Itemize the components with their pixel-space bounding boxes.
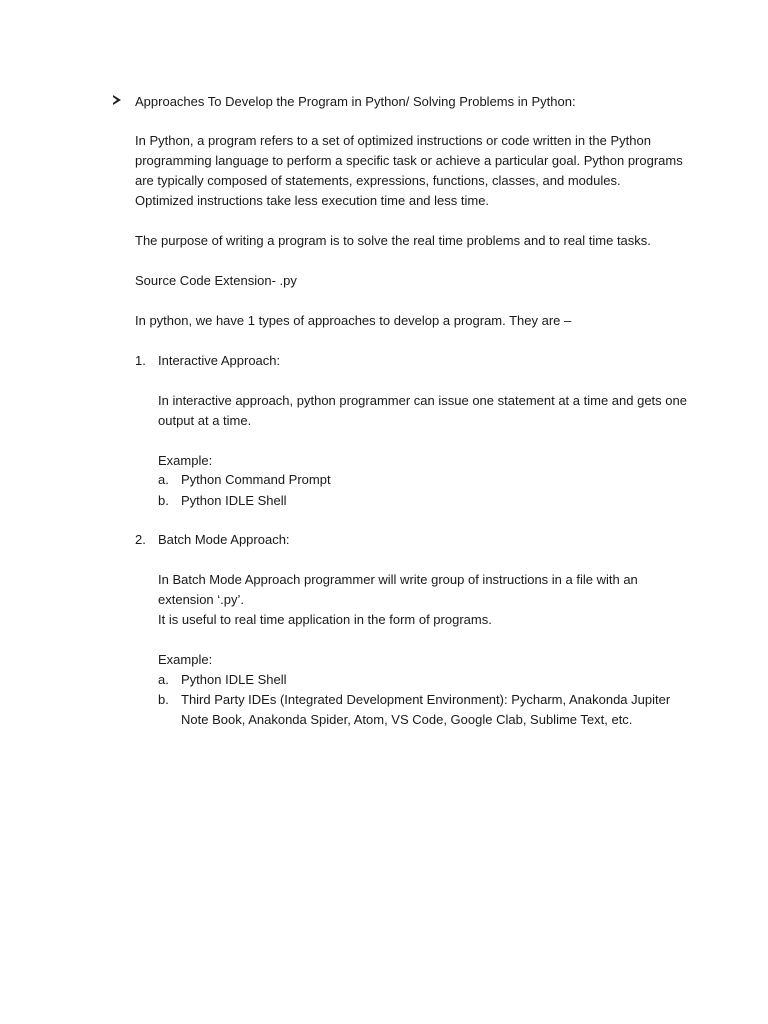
intro-line: In Python, a program refers to a set of optimized instructions or code written in the Python [135, 133, 651, 148]
approach-description-line: In Batch Mode Approach programmer will write group of instructions in a file with an [158, 572, 638, 587]
list-letter: a. [158, 472, 169, 487]
approach-description-line: It is useful to real time application in the form of programs. [158, 612, 492, 627]
example-item: Python IDLE Shell [181, 672, 287, 687]
approach-description-line: output at a time. [158, 413, 252, 428]
example-label: Example: [158, 453, 213, 468]
example-item: Third Party IDEs (Integrated Development Environment): Pycharm, Anakonda Jupiter [181, 692, 671, 707]
example-item: Python IDLE Shell [181, 493, 287, 508]
section-heading-text: Approaches To Develop the Program in Python/ Solving Problems in Python: [135, 94, 576, 109]
source-extension-line: Source Code Extension- .py [135, 273, 297, 288]
example-label: Example: [158, 652, 213, 667]
list-number: 2. [135, 532, 146, 547]
example-item: Python Command Prompt [181, 472, 331, 487]
intro-line: are typically composed of statements, expressions, functions, classes, and modules. [135, 173, 621, 188]
approach-types-line: In python, we have 1 types of approaches to develop a program. They are – [135, 313, 572, 328]
arrow-bullet-icon [113, 95, 121, 105]
list-letter: a. [158, 672, 169, 687]
intro-line: Optimized instructions take less execution time and less time. [135, 193, 490, 208]
list-number: 1. [135, 353, 146, 368]
list-letter: b. [158, 692, 169, 707]
purpose-paragraph: The purpose of writing a program is to solve the real time problems and to real time tasks. [135, 233, 651, 248]
approach-description-line: extension ‘.py’. [158, 592, 244, 607]
example-item-continuation: Note Book, Anakonda Spider, Atom, VS Code, Google Clab, Sublime Text, etc. [181, 712, 633, 727]
approach-title: Interactive Approach: [158, 353, 281, 368]
section-heading [113, 92, 713, 112]
approach-title: Batch Mode Approach: [158, 532, 290, 547]
list-letter: b. [158, 493, 169, 508]
intro-line: programming language to perform a specific task or achieve a particular goal. Python programs [135, 153, 683, 168]
approach-description-line: In interactive approach, python programmer can issue one statement at a time and gets one [158, 393, 687, 408]
